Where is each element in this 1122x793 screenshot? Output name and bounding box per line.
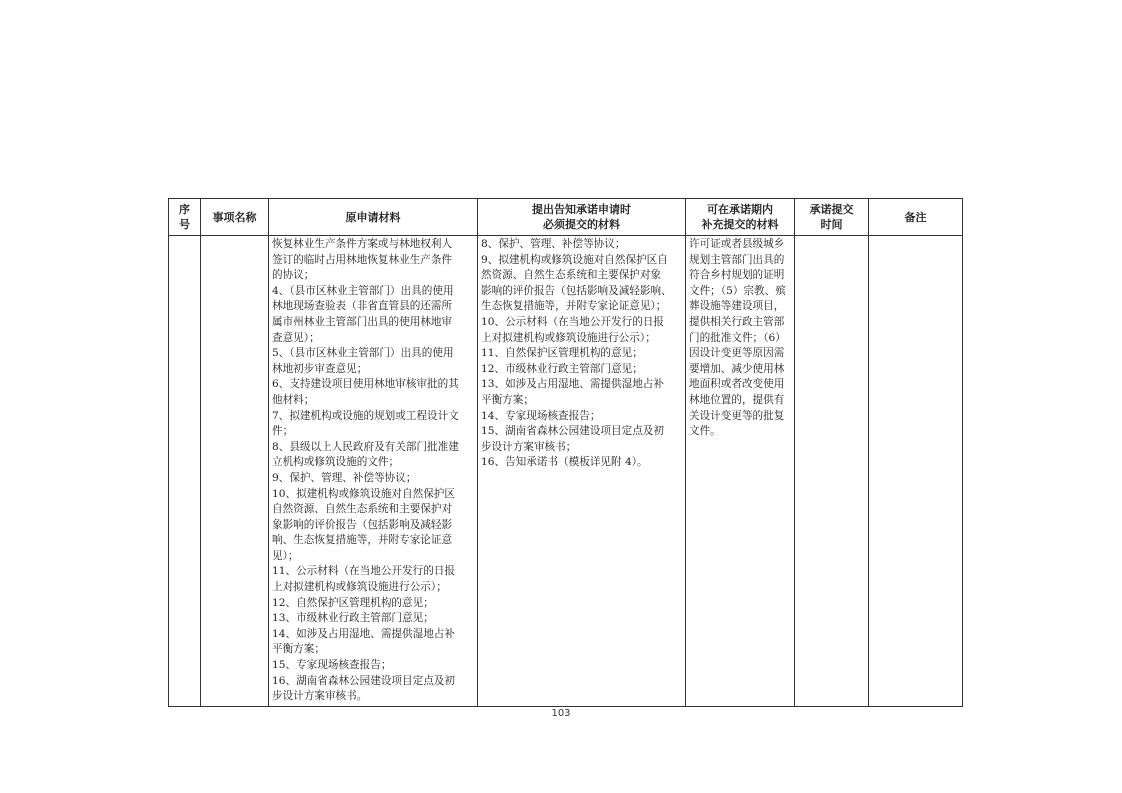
- text-line: 林地位置的，提供有: [689, 393, 785, 406]
- text-line: 16、湖南省森林公园建设项目定点及初: [272, 674, 455, 687]
- text-line: 规划主管部门出具的: [689, 253, 785, 266]
- header-original-materials: 原申请材料: [269, 199, 478, 236]
- text-line: 然资源、自然生态系统和主要保护对象: [481, 269, 662, 282]
- header-index: 序 号: [169, 199, 201, 236]
- text-line: 9、保护、管理、补偿等协议；: [272, 471, 417, 484]
- text-line: 查意见）；: [272, 331, 320, 344]
- text-line: 象影响的评价报告（包括影响及减轻影: [272, 518, 453, 531]
- text-line: 许可证或者县级城乡: [689, 238, 785, 250]
- header-required-materials: 提出告知承诺申请时 必须提交的材料: [478, 199, 686, 236]
- text-line: 4、（县市区林业主管部门）出具的使用: [272, 284, 454, 297]
- text-line: 7、拟建机构或设施的规划或工程设计文: [272, 409, 459, 422]
- text-line: 平衡方案；: [481, 393, 534, 406]
- cell-original-materials: [269, 236, 478, 707]
- text-line: 响、生态恢复措施等，并附专家论证意: [272, 534, 453, 547]
- text-line: 15、专家现场核查报告；: [272, 659, 392, 672]
- header-remarks: 备注: [869, 199, 963, 236]
- text-line: 文件。: [689, 425, 721, 438]
- text-line: 5、（县市区林业主管部门）出具的使用: [272, 347, 454, 360]
- text-line: 属市州林业主管部门出具的使用林地审: [272, 315, 453, 328]
- text-line: 生态恢复措施等，并附专家论证意见）；: [481, 300, 667, 313]
- text-line: 11、公示材料（在当地公开发行的日报: [272, 565, 455, 578]
- text-line: 12、市级林业行政主管部门意见；: [481, 362, 643, 375]
- text-line: 门的批准文件；（6）: [689, 331, 786, 344]
- header-supplement-materials: 可在承诺期内 补充提交的材料: [686, 199, 795, 236]
- text-line: 16、告知承诺书（模板详见附 4）。: [481, 456, 648, 469]
- text-line: 12、自然保护区管理机构的意见；: [272, 596, 434, 609]
- text-line: 林地初步审查意见；: [272, 362, 368, 375]
- table-row: [169, 236, 963, 707]
- table-header-row: [169, 199, 963, 236]
- text-line: 关设计变更等的批复: [689, 409, 785, 422]
- text-line: 9、拟建机构或修筑设施对自然保护区自: [481, 253, 668, 266]
- text-line: 步设计方案审核书；: [481, 440, 577, 453]
- cell-submit-time: [795, 236, 869, 707]
- text-line: 符合乡村规划的证明: [689, 269, 785, 282]
- cell-index: [169, 236, 201, 707]
- text-line: 10、拟建机构或修筑设施对自然保护区: [272, 487, 455, 500]
- text-line: 件；: [272, 425, 294, 438]
- text-line: 平衡方案；: [272, 643, 325, 656]
- text-line: 他材料；: [272, 393, 315, 406]
- text-line: 10、公示材料（在当地公开发行的日报: [481, 315, 664, 328]
- text-line: 见）；: [272, 549, 299, 562]
- text-line: 8、县级以上人民政府及有关部门批准建: [272, 440, 459, 453]
- text-line: 14、如涉及占用湿地、需提供湿地占补: [272, 627, 455, 640]
- text-line: 13、市级林业行政主管部门意见；: [272, 612, 434, 625]
- text-line: 恢复林业生产条件方案或与林地权利人: [272, 238, 453, 250]
- cell-required-materials: [478, 236, 686, 707]
- text-line: 林地现场查验表（非省直管县的还需所: [272, 300, 453, 313]
- text-line: 地面积或者改变使用: [689, 378, 785, 391]
- text-line: 因设计变更等原因需: [689, 347, 785, 360]
- cell-item-name: [201, 236, 269, 707]
- header-submit-time: 承诺提交 时间: [795, 199, 869, 236]
- text-line: 立机构或修筑设施的文件；: [272, 456, 400, 469]
- text-line: 上对拟建机构或修筑设施进行公示）；: [481, 331, 656, 344]
- text-line: 签订的临时占用林地恢复林业生产条件: [272, 253, 453, 266]
- text-line: 13、如涉及占用湿地、需提供湿地占补: [481, 378, 664, 391]
- text-line: 8、保护、管理、补偿等协议；: [481, 238, 626, 250]
- text-line: 葬设施等建设项目，: [689, 300, 785, 313]
- text-line: 15、湖南省森林公园建设项目定点及初: [481, 425, 664, 438]
- text-line: 上对拟建机构或修筑设施进行公示）；: [272, 581, 447, 594]
- cell-supplement-materials: [686, 236, 795, 707]
- text-line: 提供相关行政主管部: [689, 315, 785, 328]
- text-line: 步设计方案审核书。: [272, 690, 368, 703]
- text-line: 自然资源、自然生态系统和主要保护对: [272, 503, 453, 516]
- text-line: 影响的评价报告（包括影响及减轻影响、: [481, 284, 672, 297]
- text-line: 的协议；: [272, 269, 315, 282]
- approval-materials-table: [168, 198, 963, 707]
- page-number: 103: [551, 708, 571, 719]
- text-line: 6、支持建设项目使用林地审核审批的其: [272, 378, 459, 391]
- text-line: 11、自然保护区管理机构的意见；: [481, 347, 643, 360]
- text-line: 要增加、减少使用林: [689, 362, 785, 375]
- cell-remarks: [869, 236, 963, 707]
- header-item-name: 事项名称: [201, 199, 269, 236]
- text-line: 14、专家现场核查报告；: [481, 409, 601, 422]
- text-line: 文件；（5）宗教、殡: [689, 284, 786, 297]
